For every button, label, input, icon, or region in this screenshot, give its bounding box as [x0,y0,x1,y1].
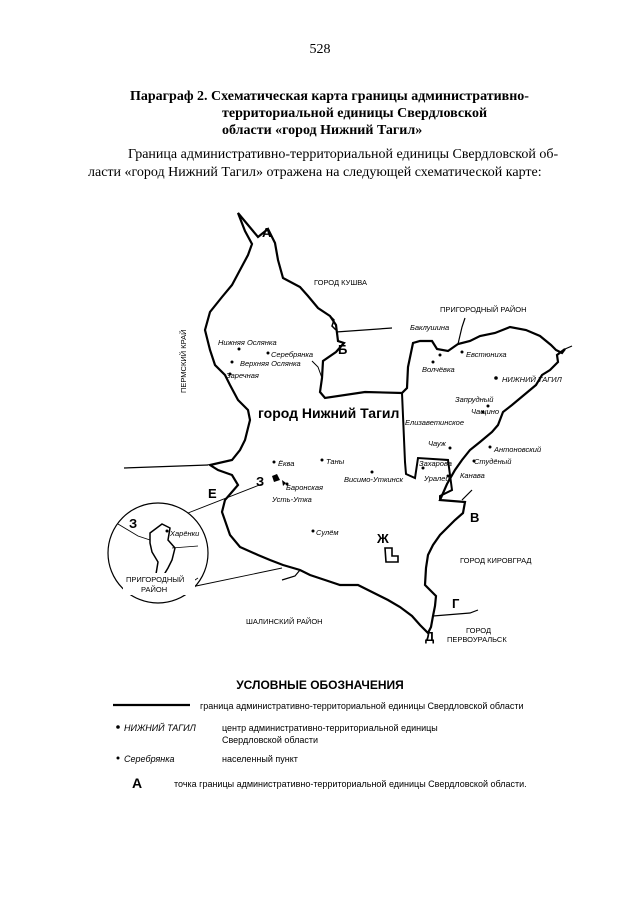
point-b: Б [338,342,348,357]
legend-point-desc: точка границы административно-территориальной единицы Свердловской области. [174,779,527,789]
settlement-zarechnaya: Заречная [226,371,259,380]
boundary-perm [124,465,208,468]
label-shalinsky: ШАЛИНСКИЙ РАЙОН [246,617,323,626]
inset-label-2: РАЙОН [141,585,168,594]
settlement-visimo-utkinsk: Висимо-Уткинск [344,475,404,484]
settlement-chauzh: Чауж [428,439,446,448]
legend-center-desc-2: Свердловской области [222,735,319,745]
settlement-studeny: Студёный [474,457,512,466]
point-d: Д [425,629,435,644]
settlement-serebryanka: Серебрянка [271,350,314,359]
label-perm: ПЕРМСКИЙ КРАЙ [179,329,188,393]
settlement-sulem: Сулём [316,528,339,537]
legend-settlement-dot [117,757,120,760]
inset-label-1: ПРИГОРОДНЫЙ [126,575,185,584]
settlement-kanava: Канава [460,471,485,480]
settlement-estyunikhe: Евстюниха [466,350,507,359]
settlement-kharenki: Харёнки [170,529,200,538]
point-z: З [256,474,265,489]
boundary-prigorodny-east [565,346,572,349]
boundary-nizhny-tagil [205,213,565,633]
settlement-baklushina: Баклушина [410,323,450,332]
settlement-yokva: Ёква [278,459,295,468]
legend-center-desc [222,722,438,746]
settlement-baronskaya: Баронская [286,483,323,492]
legend-settlement-desc: населенный пункт [222,754,298,764]
legend-point-sample: А [132,775,143,791]
legend-center-dot [116,725,120,729]
settlement-ust-utka: Усть-Утка [272,495,312,504]
point-e: Е [208,486,217,501]
boundary-shalinsky-1 [282,570,300,580]
label-kushva: ГОРОД КУШВА [314,278,367,287]
center-dot [494,376,498,380]
legend-title: УСЛОВНЫЕ ОБОЗНАЧЕНИЯ [236,678,404,692]
settlement-nizhnyaya-oslyanka: Нижняя Ослянка [218,338,277,347]
settlement-elizavetinskoe: Елизаветинское [405,418,464,427]
point-g: Г [452,596,460,611]
legend-settlement-sample: Серебрянка [124,754,175,764]
legend-center-sample: НИЖНИЙ ТАГИЛ [124,723,196,733]
legend-border-desc: граница административно-территориальной единицы Свердловской области [200,701,524,711]
inset-river-2 [172,546,198,548]
heading-line-1: Параграф 2. Схематическая карта границы административно- [130,89,529,104]
river-b [312,361,322,378]
label-kirovgrad: ГОРОД КИРОВГРАД [460,556,532,565]
settlement-uralets: Уралец [424,474,450,483]
settlement-zakharova: Захарова [419,459,452,468]
settlement-zaprudny: Запрудный [455,395,494,404]
heading-line-2: территориальной единицы Свердловской [222,106,488,121]
label-pervouralsk-2: ПЕРВОУРАЛЬСК [447,635,507,644]
intro-line-2: ласти «город Нижний Тагил» отражена на следующей схематической карте: [88,165,542,180]
settlement-volchevka: Волчёвка [422,365,455,374]
boundary-kirovgrad [462,490,472,500]
point-a: А [262,225,272,240]
heading-line-3: области «город Нижний Тагил» [222,123,423,138]
inset-line-2 [196,568,282,586]
boundary-prigorodny-north [458,318,465,344]
label-prigorodny: ПРИГОРОДНЫЙ РАЙОН [440,305,527,314]
legend-center-desc-1: центр административно-территориальной единицы [222,723,438,733]
exclave-z [272,474,280,482]
settlement-chashchino: Чащино [471,407,500,416]
settlement-tany: Таны [326,457,345,466]
point-zh: Ж [377,531,389,546]
settlement-antonovsky: Антоновский [494,445,542,454]
map-title: город Нижний Тагил [258,405,400,421]
settlement-verkhnyaya-oslyanka: Верхняя Ослянка [240,359,301,368]
boundary-kushva [336,328,392,332]
label-center: НИЖНИЙ ТАГИЛ [502,375,562,384]
exclave-zh [385,548,398,562]
label-pervouralsk-1: ГОРОД [466,626,492,635]
intro-line-1: Граница административно-территориальной единицы Свердловской об- [128,147,559,162]
page-number: 528 [309,42,331,57]
point-z-inset: З [129,516,138,531]
point-v: В [470,510,480,525]
inset-line-1 [188,484,262,513]
